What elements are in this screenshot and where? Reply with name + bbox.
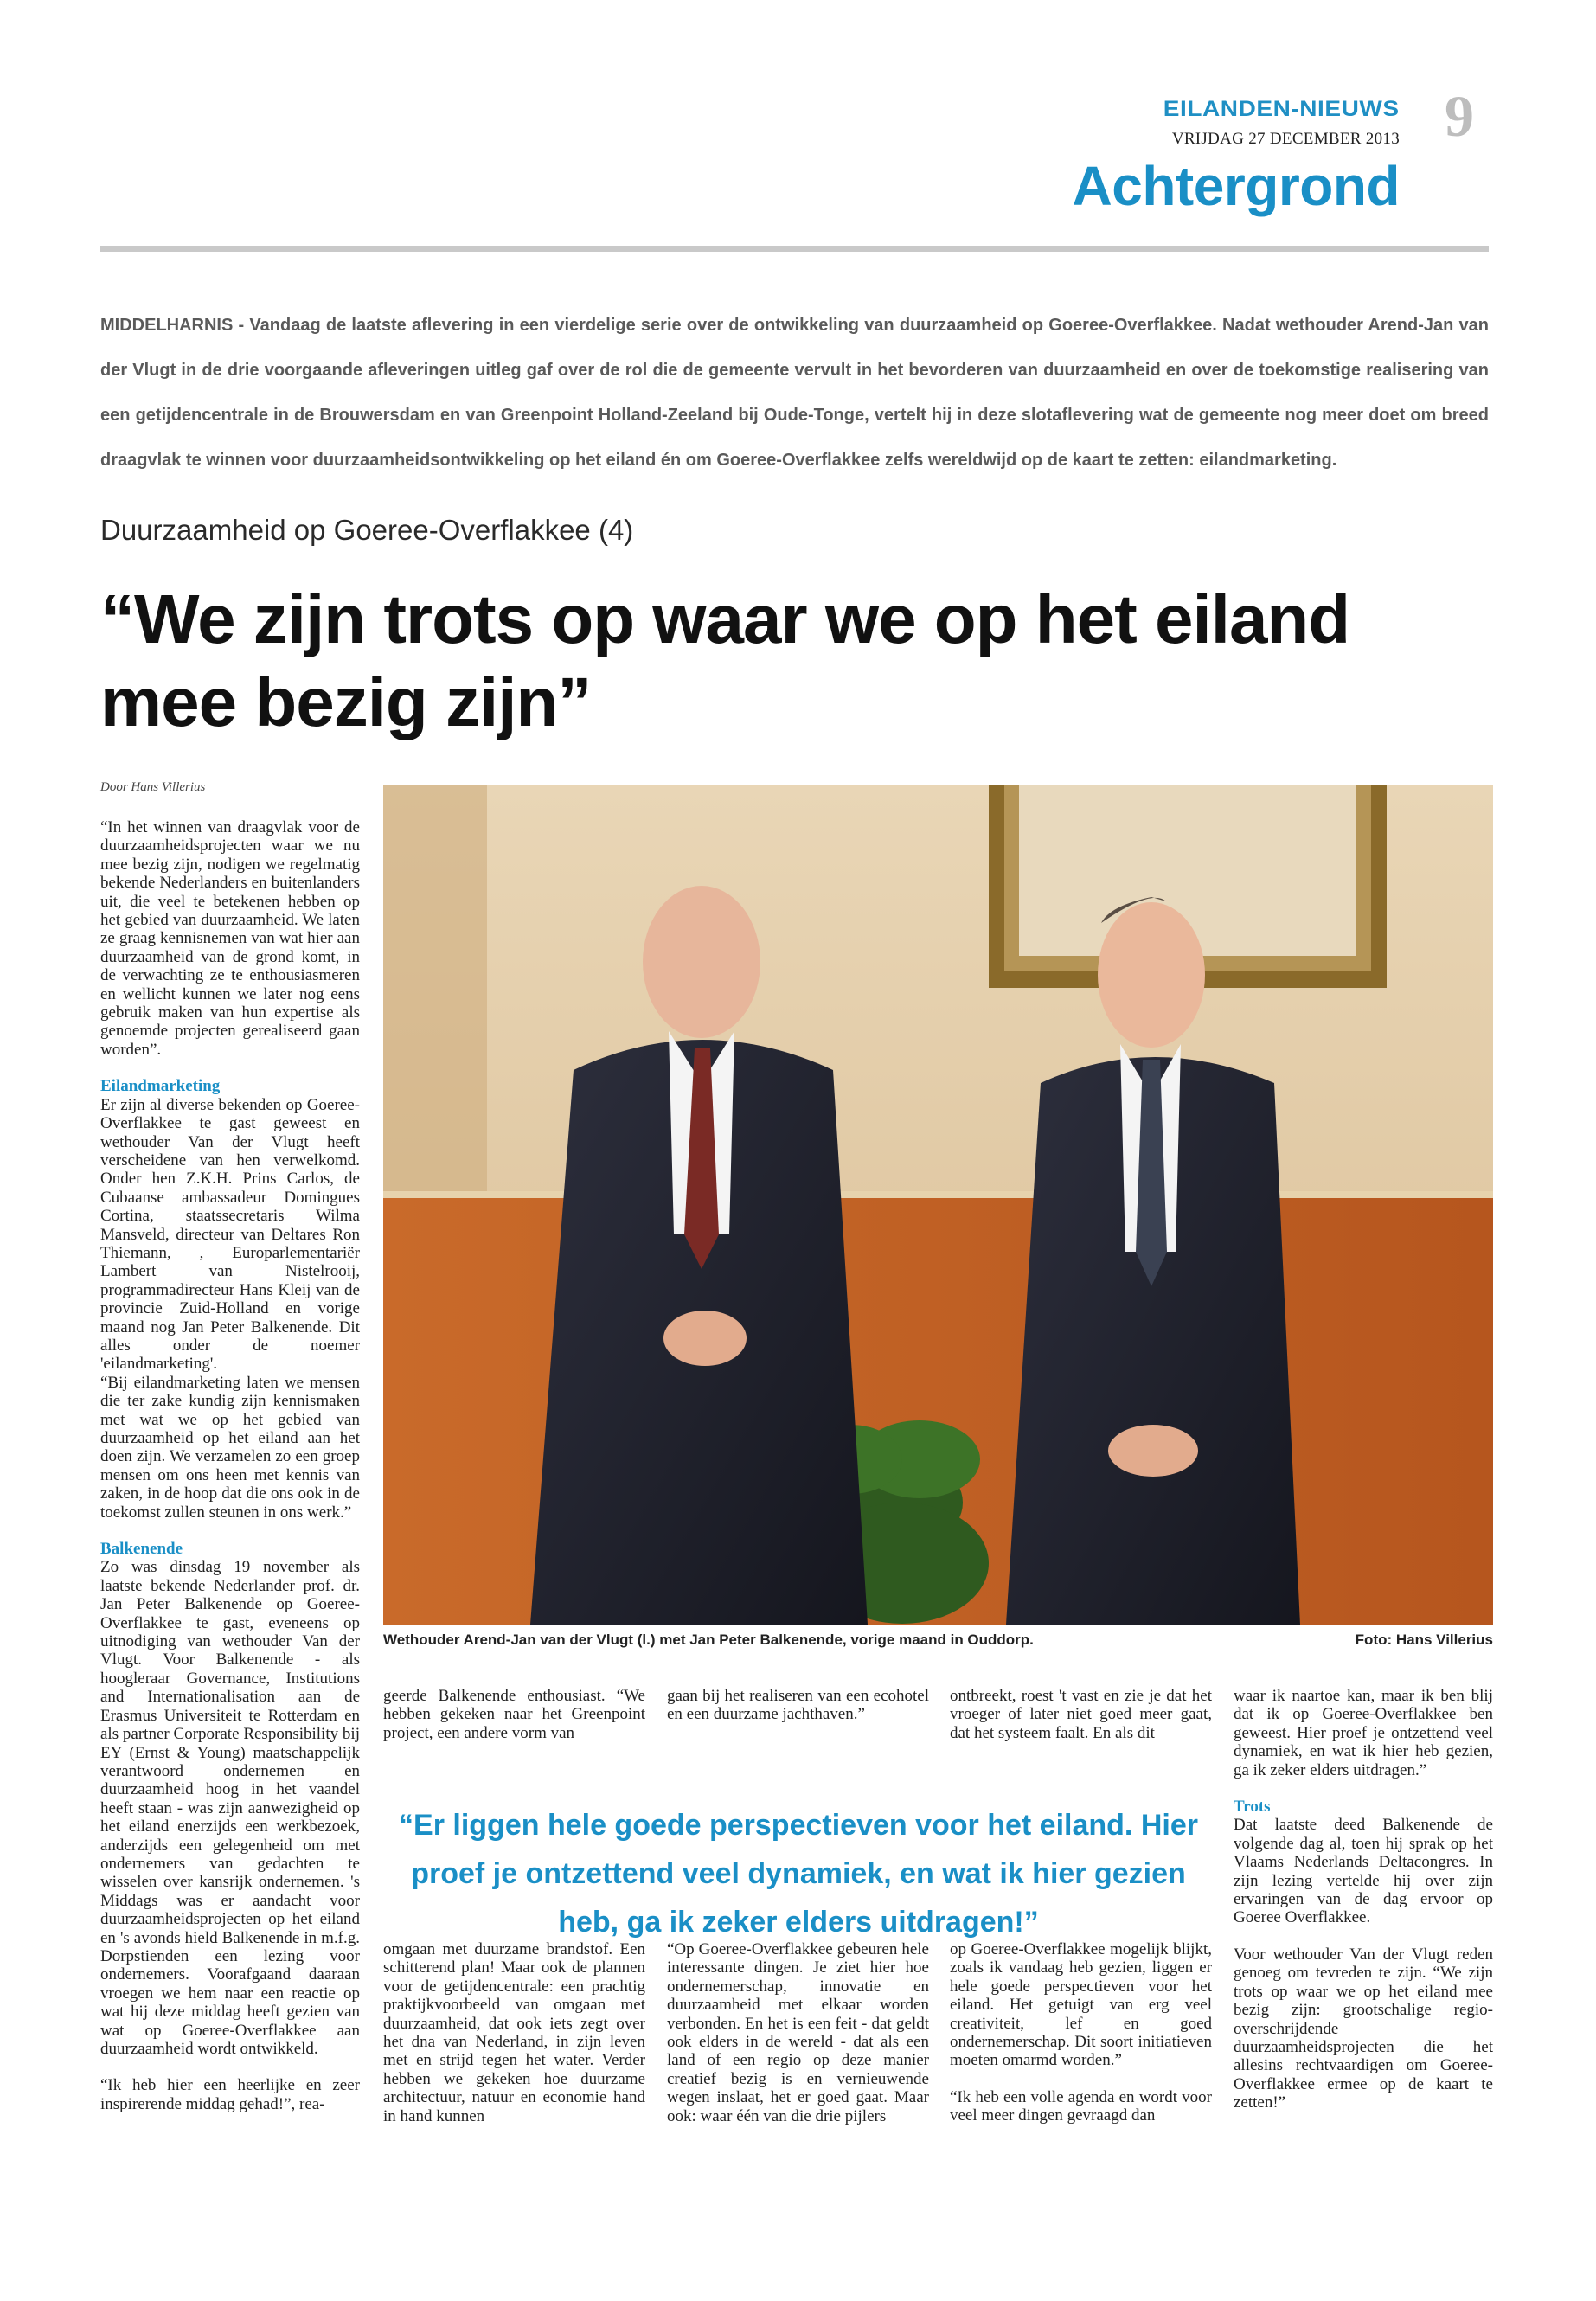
article-column-3-top: gaan bij het realiseren van een ecohotel en een duurzame jachthaven.” xyxy=(667,1687,929,1724)
paragraph: Er zijn al diverse bekenden op Goeree-Overflakkee te gast geweest en wethouder Van der Vlugt heeft verscheidene van hen verwelkomd. Onder hen Z.K.H. Prins Carlos, de Cubaanse ambassadeur Domingues Cortina, staatssecretaris Wilma Mansveld, directeur van Deltares Ron Thiemann, , Europarlementariër Lambert van Nistelrooij, programmadirecteur Hans Kleij van de provincie Zuid-Holland en vorige maand nog Jan Peter Balkenende. Dit alles onder de noemer 'eilandmarketing'. xyxy=(100,1095,360,1374)
article-column-4-bottom xyxy=(950,1940,1212,2144)
paragraph: “Bij eilandmarketing laten we mensen die ter zake kundig zijn kennismaken met wat we op het gebied van duurzaamheid op het eiland aan het doen zijn. We verzamelen zo een groep mensen om ons heen met kennis van zaken, in de hoop dat die ons ook in de toekomst zullen steunen in ons werk.” xyxy=(100,1373,360,1522)
paragraph: Zo was dinsdag 19 november als laatste bekende Nederlander prof. dr. Jan Peter Balkenende op Goeree-Overflakkee te gast, eveneens op uitnodiging van wethouder Van der Vlugt. Voor Balkenende - als hoogleraar Governance, Institutions and Internationalisation aan de Erasmus Universiteit te Rotterdam en als partner Corporate Responsibility bij EY (Ernst & Young) maatschappelijk verantwoord ondernemen en duurzaamheid hoog in het vaandel heeft staan - was zijn aanwezigheid op het eiland enerzijds een werkbezoek, anderzijds een gelegenheid om met ondernemers van gedachten te wisselen over kansrijk ondernemen. 's Middags was er aandacht voor duurzaamheidsprojecten op het eiland en 's avonds hield Balkenende in m.f.g. Dorpstienden een lezing voor ondernemers. Voorafgaand daaraan vroegen we hem naar een reactie op wat hij deze middag heeft gezien van wat op Goeree-Overflakkee aan duurzaamheid wordt ontwikkeld. xyxy=(100,1558,360,2058)
article-column-1 xyxy=(100,818,360,2131)
paragraph: “Ik heb een volle agenda en wordt voor veel meer dingen gevraagd dan xyxy=(950,2087,1212,2125)
section-title: Achtergrond xyxy=(1072,155,1400,217)
subheading-trots: Trots xyxy=(1234,1798,1271,1817)
article-column-2-top: geerde Balkenende enthousiast. “We hebben gekeken naar het Greenpoint project, een andere vorm van xyxy=(383,1687,645,1742)
subheading-eilandmarketing: Eilandmarketing xyxy=(100,1077,221,1096)
article-column-3-bottom: “Op Goeree-Overflakkee gebeuren hele interessante dingen. Je ziet hier hoe ondernemerschap, innovatie en duurzaamheid met elkaar worden verbonden. En het is een feit - dat geldt ook elders in de wereld - dat als een land of een regio op deze manier creatief bezig is en vernieuwende wegen inslaat, het er goed gaat. Maar ook: waar één van die drie pijlers xyxy=(667,1940,929,2125)
article-photo xyxy=(383,785,1493,1625)
masthead-logo: EILANDEN-NIEUWS xyxy=(1163,97,1400,121)
article-column-5 xyxy=(1234,1687,1493,2131)
paragraph: op Goeree-Overflakkee mogelijk blijkt, zoals ik vandaag heb gezien, liggen er hele goede perspectieven voor het eiland. Het getuigt van erg veel creativiteit, lef en goed ondernemerschap. Dit soort initiatieven moeten omarmd worden.” xyxy=(950,1940,1212,2070)
paragraph: “In het winnen van draagvlak voor de duurzaamheidsprojecten waar we nu mee bezig zijn, nodigen we regelmatig bekende Nederlanders en buitenlanders uit, die veel te betekenen hebben op het gebied van duurzaamheid. We laten ze graag kennisnemen van wat hier aan duurzaamheid van de grond komt, in de verwachting ze te enthousiasmeren en wellicht kunnen we later nog eens gebruik maken van hun expertise als genoemde projecten gerealiseerd gaan worden”. xyxy=(100,818,360,1059)
photo-caption xyxy=(383,1631,1493,1649)
article-column-4-top: ontbreekt, roest 't vast en zie je dat het vroeger of later niet goed meer gaat, dat het systeem faalt. En als dit xyxy=(950,1687,1212,1742)
caption-text: Wethouder Arend-Jan van der Vlugt (l.) met Jan Peter Balkenende, vorige maand in Ouddorp. xyxy=(383,1631,1034,1648)
series-kicker: Duurzaamheid op Goeree-Overflakkee (4) xyxy=(100,514,634,546)
headline: “We zijn trots op waar we op het eiland mee bezig zijn” xyxy=(100,580,1350,740)
intro-lead: MIDDELHARNIS - Vandaag de laatste aflevering in een vierdelige serie over de ontwikkeling van duurzaamheid op Goeree-Overflakkee. Nadat wethouder Arend-Jan van der Vlugt in de drie voorgaande afleveringen uitleg gaf over de rol die de gemeente vervult in het bevorderen van duurzaamheid en over de toekomstige realisering van een getijdencentrale in de Brouwersdam en van Greenpoint Holland-Zeeland bij Oude-Tonge, vertelt hij in deze slotaflevering wat de gemeente nog meer doet om breed draagvlak te winnen voor duurzaamheidsontwikkeling op het eiland én om Goeree-Overflakkee zelfs wereldwijd op de kaart te zetten: eilandmarketing. xyxy=(100,316,1489,470)
subheading-balkenende: Balkenende xyxy=(100,1540,183,1559)
pull-quote: “Er liggen hele goede perspectieven voor het eiland. Hier proef je ontzettend veel dynamiek, en wat ik hier gezien heb, ga ik zeker elders uitdragen!” xyxy=(399,1809,1198,1939)
byline: Door Hans Villerius xyxy=(100,780,206,794)
photo-credit: Foto: Hans Villerius xyxy=(1355,1631,1493,1648)
article-column-2-bottom: omgaan met duurzame brandstof. Een schitterend plan! Maar ook de plannen voor de getijdencentrale: een prachtig praktijkvoorbeeld van omgaan met duurzaamheid, dat ook iets zegt over het dna van Nederland, in zijn leven met en strijd tegen het water. Verder hebben we gekeken hoe duurzame architectuur, natuur en economie hand in hand kunnen xyxy=(383,1940,645,2125)
paragraph: “Ik heb hier een heerlijke en zeer inspirerende middag gehad!”, rea- xyxy=(100,2076,360,2113)
section-rule xyxy=(100,246,1489,252)
issue-date: VRIJDAG 27 DECEMBER 2013 xyxy=(1171,130,1400,148)
paragraph: waar ik naartoe kan, maar ik ben blij dat ik op Goeree-Overflakkee ben geweest. Hier proef je ontzettend veel dynamiek, en wat ik hier heb gezien, ga ik zeker elders uitdragen.” xyxy=(1234,1687,1493,1779)
paragraph: Voor wethouder Van der Vlugt reden genoeg om tevreden te zijn. “We zijn trots op waar we op het eiland mee bezig zijn: grootschalige regio-overschrijdende duurzaamheidsprojecten die het allesins rechtvaardigen om Goeree-Overflakkee ermee op de kaart te zetten!” xyxy=(1234,1945,1493,2112)
page-number: 9 xyxy=(1445,83,1474,149)
paragraph: Dat laatste deed Balkenende de volgende dag al, toen hij sprak op het Vlaams Nederlands Deltacongres. In zijn lezing vertelde hij over zijn ervaringen van de dag ervoor op Goeree Overflakkee. xyxy=(1234,1816,1493,1927)
